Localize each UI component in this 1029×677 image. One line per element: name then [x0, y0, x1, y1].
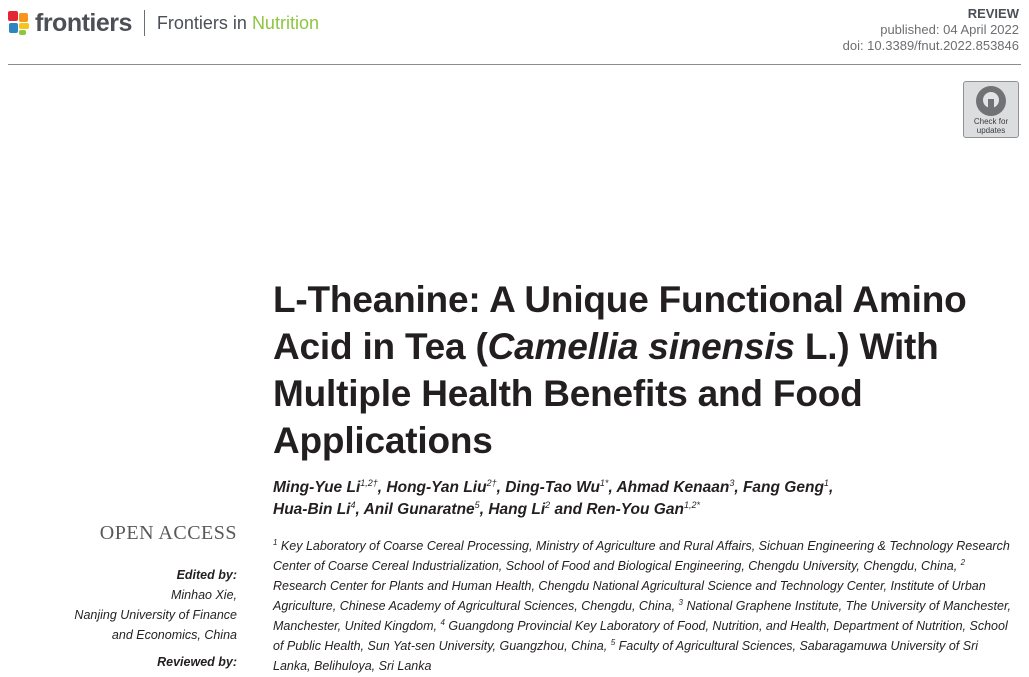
published-date: published: 04 April 2022	[880, 22, 1019, 37]
affiliation-number: 2	[960, 558, 966, 567]
doi[interactable]: doi: 10.3389/fnut.2022.853846	[842, 38, 1019, 53]
editor-name[interactable]: Minhao Xie,	[170, 588, 237, 602]
author-affiliation-mark: 3	[729, 478, 735, 488]
title-species: Camellia sinensis	[487, 326, 795, 367]
author-name[interactable]: Anil Gunaratne	[363, 501, 475, 518]
author-name[interactable]: Ming-Yue Li	[273, 479, 361, 496]
author-name[interactable]: Hua-Bin Li	[273, 501, 351, 518]
affiliation-list	[273, 536, 1018, 676]
title-part1: L-Theanine: A Unique Functional Amino Acid in Tea (	[273, 279, 967, 367]
author-affiliation-mark: 5	[474, 500, 480, 510]
journal-accent: Nutrition	[251, 13, 319, 33]
article-type: REVIEW	[967, 6, 1019, 21]
affiliation-number: 3	[678, 598, 683, 607]
author-affiliation-mark: 1	[823, 478, 829, 488]
author-list: Ming-Yue $Li^{1,2\dagger}$, Hong-Yan Liu$^{2\dagger}$, Ding-Tao $Wu^{1*}$, Ahmad Kenaan$^3$, Fang Geng$^1$, Hua-Bin Li$^4$, Anil Gunaratne$^5$, Hang Li$^2$ and Ren-You Gan$^{1,2*}$	[273, 478, 834, 518]
open-access-label: OPEN ACCESS	[99, 522, 237, 544]
publisher-wordmark[interactable]: frontiers	[35, 8, 132, 37]
affiliation-text: Guangdong Provincial Key Laboratory of Food, Nutrition, and Health, Department of Nutrition, School of Public Health, Sun Yat-sen University, Guangzhou, China,	[273, 619, 1008, 653]
affiliation-text: Faculty of Agricultural Sciences, Sabaragamuwa University of Sri Lanka, Belihuloya, Sri Lanka	[273, 639, 979, 673]
author-affiliation-mark: 1,2†	[360, 478, 378, 488]
affiliation-number: 1	[273, 538, 278, 547]
author-affiliation-mark: 2†	[486, 478, 497, 488]
editor-affiliation: and Economics, China	[111, 628, 237, 642]
affiliation-number: 5	[610, 638, 616, 647]
author-name[interactable]: Ding-Tao Wu	[505, 479, 600, 496]
author-name[interactable]: Hang Li	[488, 501, 546, 518]
frontiers-logo-icon[interactable]	[8, 11, 30, 35]
author-affiliation-mark: 1,2*	[683, 500, 700, 510]
affiliation-text: Key Laboratory of Coarse Cereal Processing, Ministry of Agriculture and Rural Affairs, Sichuan Engineering & Technology Research Center of Coarse Cereal Industrialization, School of Food and Biological Engineering, Chengdu University, Chengdu, China,	[273, 539, 1010, 573]
article-meta	[843, 6, 1019, 54]
affiliation-text: National Graphene Institute, The University of Manchester, Manchester, United Kingdom,	[273, 599, 1011, 633]
journal-name[interactable]	[157, 14, 319, 32]
check-updates-label: Check for updates	[973, 117, 1009, 135]
logo-divider	[144, 10, 145, 36]
check-updates-button[interactable]	[963, 81, 1019, 138]
editor-affiliation: Nanjing University of Finance	[74, 608, 237, 622]
affiliation-number: 4	[440, 618, 445, 627]
crossmark-icon	[976, 86, 1006, 116]
affiliation-text: Research Center for Plants and Human Health, Chengdu National Agricultural Science and Technology Center, Institute of Urban Agriculture, Chinese Academy of Agricultural Sciences, Chengdu, China,	[273, 579, 986, 613]
edited-by-block	[74, 565, 237, 645]
edited-by-label: Edited by:	[176, 568, 237, 582]
author-affiliation-mark: 4	[350, 500, 356, 510]
author-name[interactable]: Ahmad Kenaan	[616, 479, 730, 496]
author-affiliation-mark: 1*	[599, 478, 609, 488]
journal-prefix: Frontiers in	[156, 13, 252, 33]
header-divider	[8, 64, 1021, 65]
author-name[interactable]: Fang Geng	[742, 479, 824, 496]
author-name[interactable]: Ren-You Gan	[586, 501, 684, 518]
reviewed-by-label: Reviewed by:	[157, 655, 237, 669]
title-part2: L.) With Multiple Health Benefits and Food Applications	[273, 326, 939, 461]
author-affiliation-mark: 2	[545, 500, 551, 510]
publisher-header	[8, 8, 319, 38]
author-name[interactable]: Hong-Yan Liu	[386, 479, 487, 496]
reviewed-by-block	[157, 652, 237, 672]
article-title	[273, 276, 1018, 464]
